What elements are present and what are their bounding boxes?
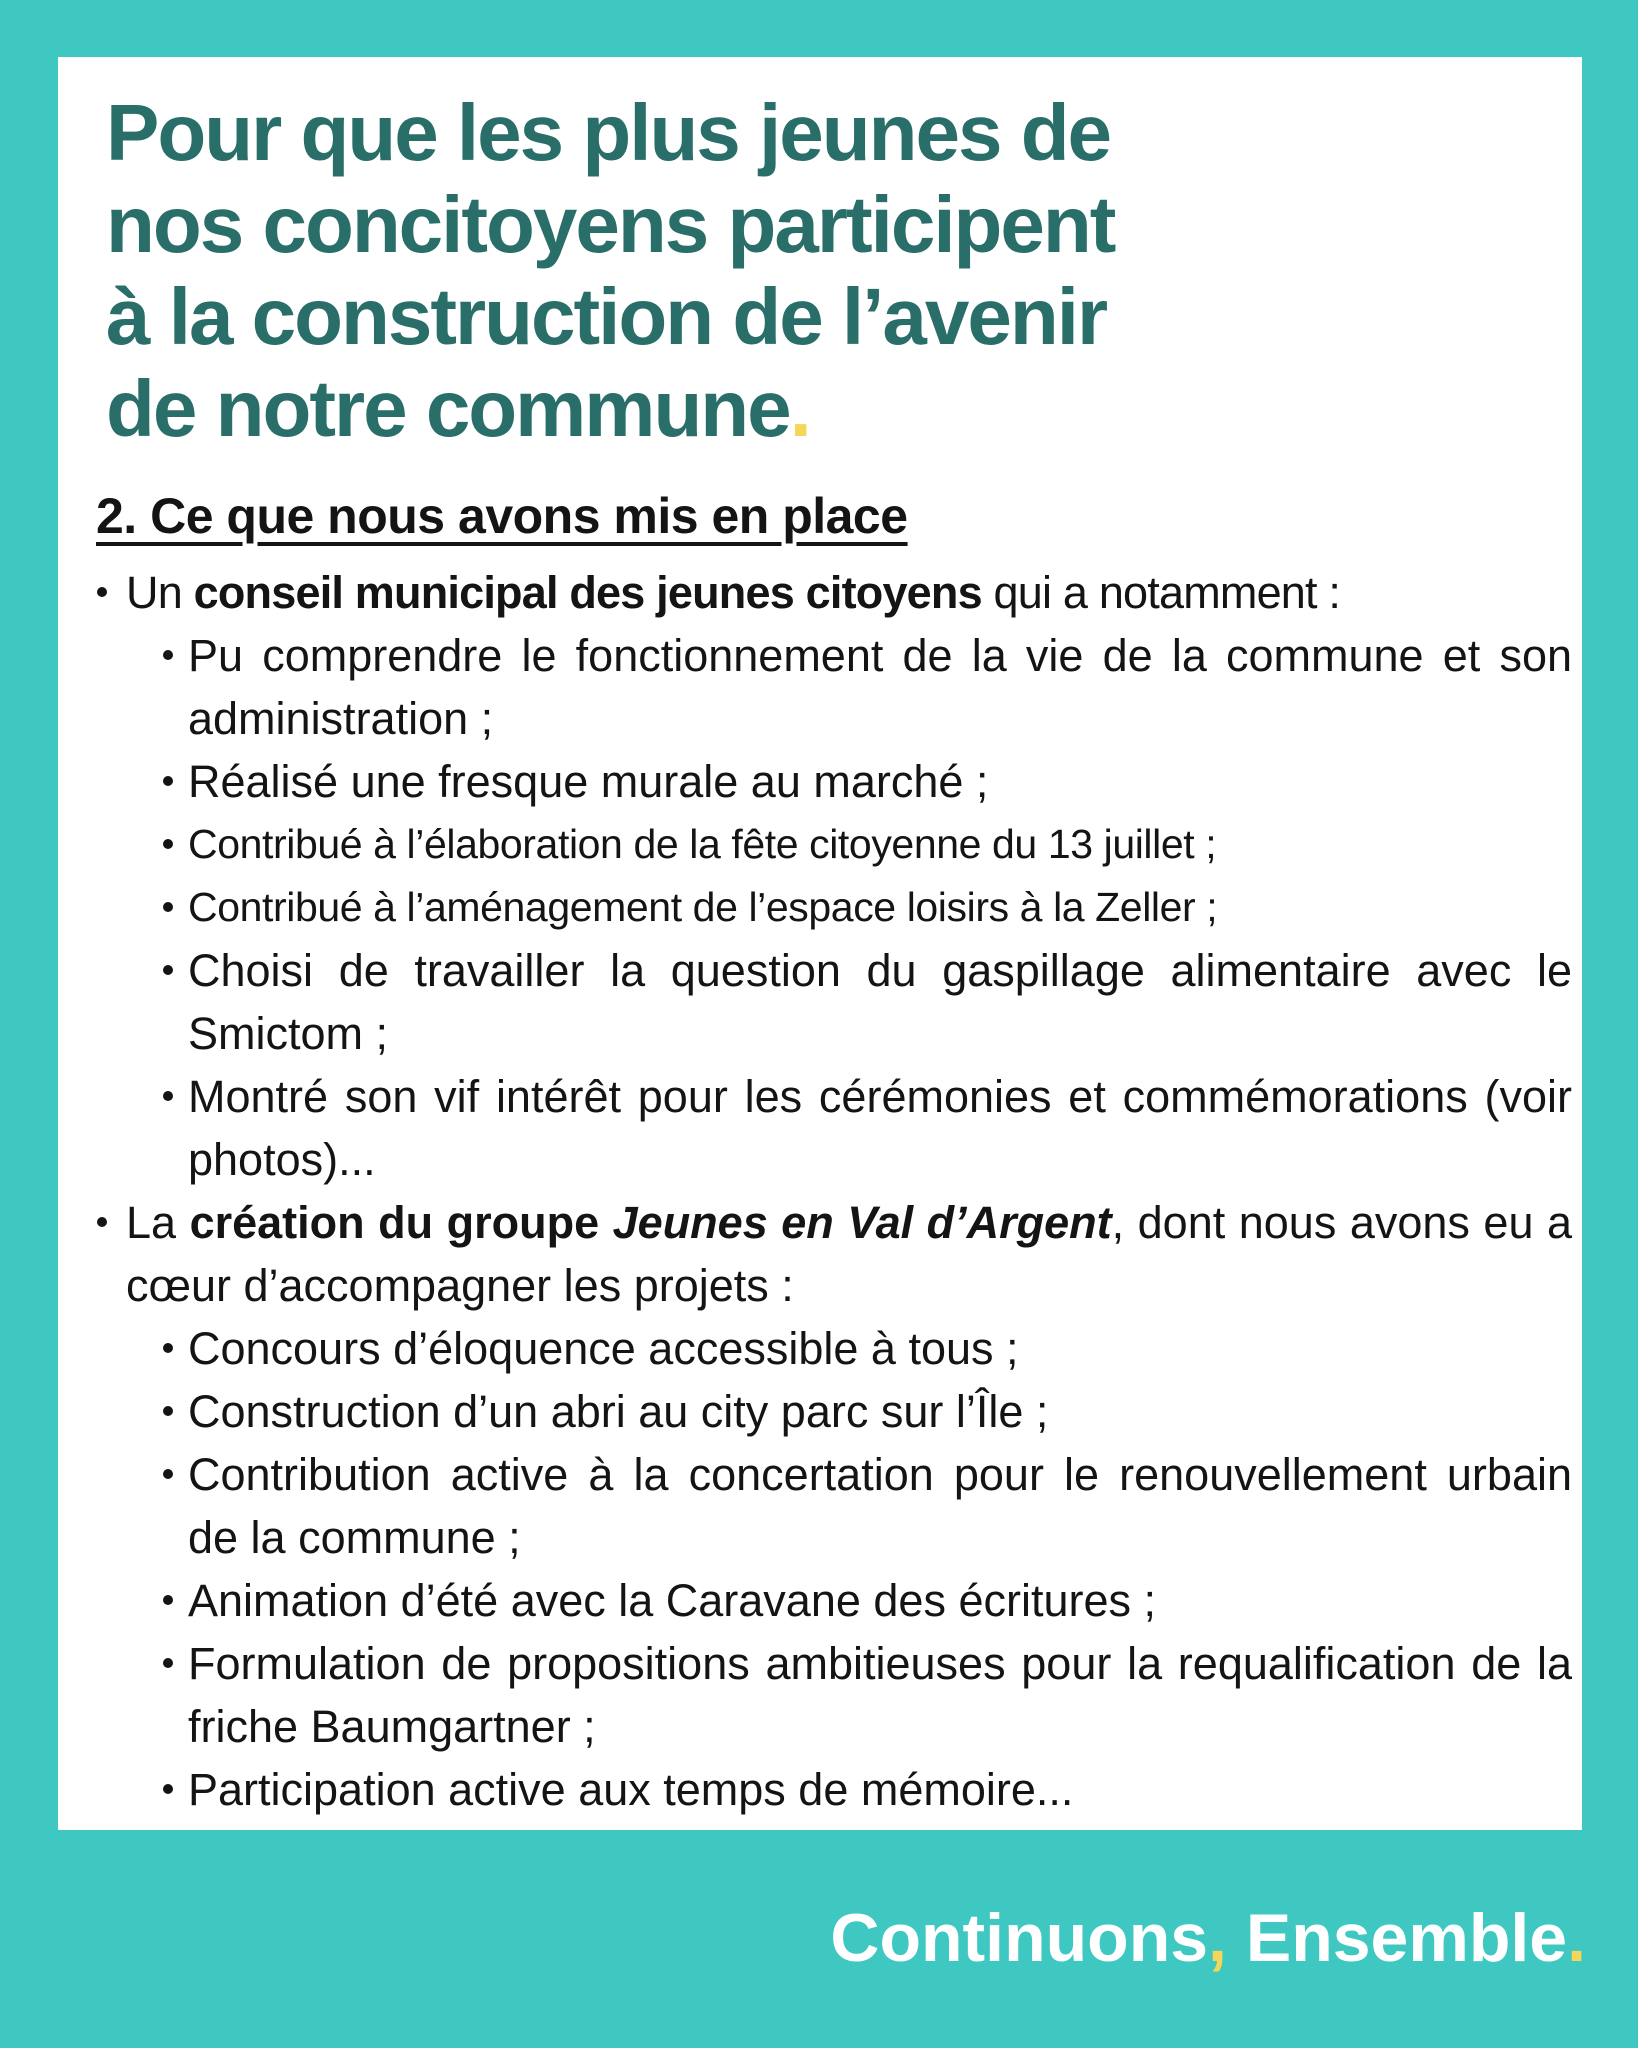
slogan-word-2: Ensemble <box>1226 1900 1568 1976</box>
section-heading: 2. Ce que nous avons mis en place <box>96 488 908 544</box>
list-item <box>96 1191 1572 1317</box>
item-text: Montré son vif intérêt pour les cérémonies et commémorations (voir photos)... <box>188 1071 1572 1185</box>
bullet-icon <box>163 776 173 786</box>
page-title <box>106 87 1572 455</box>
item-text: Contribution active à la concertation pour le renouvellement urbain de la commune ; <box>188 1449 1572 1563</box>
list-item <box>162 1317 1572 1380</box>
list-item <box>162 813 1572 876</box>
bullet-icon <box>97 587 107 597</box>
content-panel <box>58 57 1582 1830</box>
item-text: qui a notamment : <box>981 567 1341 618</box>
list-item <box>162 1758 1572 1821</box>
list-item <box>162 876 1572 939</box>
item-text: Formulation de propositions ambitieuses pour la requalification de la friche Baumgartner ; <box>188 1638 1572 1752</box>
list-item <box>162 939 1572 1065</box>
bullet-icon <box>163 902 173 912</box>
title-line-2: nos concitoyens participent <box>106 180 1115 269</box>
item-text: Choisi de travailler la question du gaspillage alimentaire avec le Smictom ; <box>188 945 1572 1059</box>
bullet-icon <box>163 1658 173 1668</box>
achievements-list <box>96 561 1572 1821</box>
item-text: Concours d’éloquence accessible à tous ; <box>188 1323 1019 1374</box>
item-text: Pu comprendre le fonctionnement de la vie de la commune et son administration ; <box>188 630 1572 744</box>
bullet-icon <box>163 1469 173 1479</box>
slogan-accent-period: . <box>1567 1900 1586 1976</box>
bullet-icon <box>163 1784 173 1794</box>
item-text-bold-italic: Jeunes en Val d’Argent <box>612 1197 1112 1248</box>
item-text: Un <box>126 567 194 618</box>
title-line-1: Pour que les plus jeunes de <box>106 88 1111 177</box>
title-line-4-text: de notre commune <box>106 364 790 453</box>
item-text: , dont nous avons eu a cœur d’accompagner les projets : <box>126 1197 1573 1311</box>
slogan-accent-comma: , <box>1208 1900 1227 1976</box>
bullet-icon <box>163 1343 173 1353</box>
slogan <box>830 1898 1586 1978</box>
list-item <box>162 1569 1572 1632</box>
item-text: Contribué à l’aménagement de l’espace loisirs à la Zeller ; <box>188 884 1218 930</box>
title-accent-period: . <box>789 364 810 453</box>
list-item <box>162 1380 1572 1443</box>
list-item <box>162 1632 1572 1758</box>
bullet-icon <box>163 1406 173 1416</box>
list-item <box>162 1065 1572 1191</box>
bullet-icon <box>163 1595 173 1605</box>
item-text: Réalisé une fresque murale au marché ; <box>188 756 989 807</box>
bullet-icon <box>163 839 173 849</box>
item-text-bold: conseil municipal des jeunes citoyens <box>193 567 982 618</box>
item-text: La <box>126 1197 190 1248</box>
bullet-icon <box>163 650 173 660</box>
title-line-3: à la construction de l’avenir <box>106 272 1107 361</box>
list-item <box>162 750 1572 813</box>
item-text-bold: création du groupe <box>189 1197 613 1248</box>
bullet-icon <box>97 1217 107 1227</box>
list-item <box>162 1443 1572 1569</box>
list-item <box>96 561 1572 624</box>
list-item <box>162 624 1572 750</box>
item-text: Animation d’été avec la Caravane des écritures ; <box>188 1575 1157 1626</box>
title-line-4 <box>106 363 1572 455</box>
bullet-icon <box>163 1091 173 1101</box>
item-text: Contribué à l’élaboration de la fête citoyenne du 13 juillet ; <box>188 821 1217 867</box>
slogan-word-1: Continuons <box>830 1900 1209 1976</box>
item-text: Construction d’un abri au city parc sur l’Île ; <box>188 1386 1049 1437</box>
bullet-icon <box>163 965 173 975</box>
item-text: Participation active aux temps de mémoire... <box>188 1764 1074 1815</box>
